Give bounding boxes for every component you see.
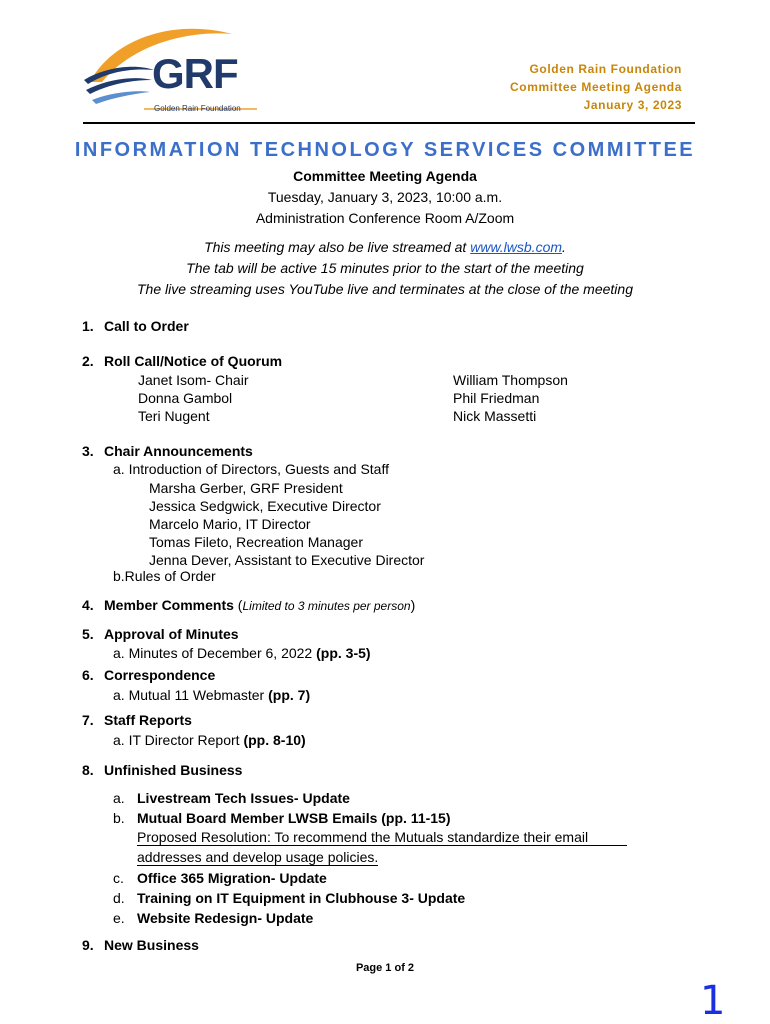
sub-letter: b. <box>113 810 125 826</box>
item-label: Approval of Minutes <box>104 626 239 642</box>
resolution-line-1 <box>137 829 627 846</box>
grf-logo <box>82 20 260 118</box>
stream-line-1 <box>0 239 770 255</box>
resolution-text: addresses and develop usage policies. <box>137 849 379 865</box>
item-label: Member Comments <box>104 597 234 613</box>
item-label: Call to Order <box>104 318 189 334</box>
staff-name: Marsha Gerber, GRF President <box>149 480 343 496</box>
item-8d <box>113 890 465 906</box>
document-header <box>510 60 682 114</box>
item-pages: (pp. 3-5) <box>316 645 371 661</box>
item-label: Staff Reports <box>104 712 192 728</box>
item-8a <box>113 790 350 806</box>
resolution-line-2 <box>137 849 378 865</box>
item-number: 3. <box>82 443 94 459</box>
item-8e <box>113 910 313 926</box>
staff-list <box>149 479 424 569</box>
agenda-item-6 <box>82 667 215 683</box>
item-label: Roll Call/Notice of Quorum <box>104 353 283 369</box>
sub-letter: c. <box>113 870 124 886</box>
item-number: 2. <box>82 353 94 369</box>
resolution-text: Proposed Resolution: To recommend the Mutuals standardize their email <box>137 829 627 846</box>
item-6a <box>113 687 310 703</box>
logo-text: GRF <box>152 50 238 97</box>
item-text: Office 365 Migration- Update <box>137 870 327 886</box>
stream-text: This meeting may also be live streamed at <box>204 239 471 255</box>
stream-link[interactable]: www.lwsb.com <box>470 239 563 255</box>
item-5a <box>113 645 371 661</box>
note-open: ( <box>233 597 243 613</box>
item-8c <box>113 870 327 886</box>
meeting-datetime: Tuesday, January 3, 2023, 10:00 a.m. <box>267 189 503 205</box>
item-label: New Business <box>104 937 199 953</box>
item-number: 4. <box>82 597 94 613</box>
agenda-item-8 <box>82 762 242 778</box>
item-number: 1. <box>82 318 94 334</box>
item-pages: (pp. 8-10) <box>243 732 306 748</box>
member-name: Donna Gambol <box>138 390 233 406</box>
member-name: Teri Nugent <box>138 408 210 424</box>
member-name: Phil Friedman <box>453 390 540 406</box>
item-text: a. Mutual 11 Webmaster <box>113 687 269 703</box>
member-name: Janet Isom- Chair <box>138 372 249 388</box>
agenda-item-9 <box>82 937 199 953</box>
header-doc: Committee Meeting Agenda <box>510 80 682 94</box>
item-3a: a. Introduction of Directors, Guests and Staff <box>113 461 389 477</box>
item-3b: b.Rules of Order <box>113 568 216 584</box>
note-close: ) <box>410 597 416 613</box>
item-pages: (pp. 7) <box>268 687 311 703</box>
item-note: Limited to 3 minutes per person <box>242 599 411 613</box>
agenda-item-1 <box>82 318 189 334</box>
item-label: Correspondence <box>104 667 216 683</box>
agenda-item-5 <box>82 626 239 642</box>
stream-line-2: The tab will be active 15 minutes prior to the start of the meeting <box>186 260 584 276</box>
staff-name: Marcelo Mario, IT Director <box>149 516 311 532</box>
header-org: Golden Rain Foundation <box>529 62 682 76</box>
item-text: Website Redesign- Update <box>137 910 314 926</box>
item-7a <box>113 732 306 748</box>
staff-name: Jenna Dever, Assistant to Executive Director <box>149 552 425 568</box>
item-number: 5. <box>82 626 94 642</box>
sub-letter: a. <box>113 790 125 806</box>
members-left <box>138 371 248 425</box>
item-number: 9. <box>82 937 94 953</box>
staff-name: Jessica Sedgwick, Executive Director <box>149 498 381 514</box>
item-text: Training on IT Equipment in Clubhouse 3- Update <box>137 890 466 906</box>
member-name: Nick Massetti <box>453 408 537 424</box>
item-number: 7. <box>82 712 94 728</box>
logo-tagline: Golden Rain Foundation <box>154 104 241 113</box>
page-title: INFORMATION TECHNOLOGY SERVICES COMMITTEE <box>74 139 696 161</box>
agenda-item-2 <box>82 353 282 369</box>
item-text: Mutual Board Member LWSB Emails (pp. 11-15) <box>137 810 451 826</box>
members-right <box>453 371 568 425</box>
stream-line-3: The live streaming uses YouTube live and terminates at the close of the meeting <box>137 281 633 297</box>
agenda-item-3 <box>82 443 253 459</box>
agenda-item-4 <box>82 597 415 613</box>
agenda-subtitle: Committee Meeting Agenda <box>293 168 477 184</box>
meeting-location: Administration Conference Room A/Zoom <box>255 210 515 226</box>
header-date: January 3, 2023 <box>583 98 682 112</box>
item-label: Unfinished Business <box>104 762 243 778</box>
sub-letter: e. <box>113 910 125 926</box>
page-number-marker: 1 <box>700 978 726 1024</box>
member-name: William Thompson <box>453 372 568 388</box>
item-number: 8. <box>82 762 94 778</box>
item-label: Chair Announcements <box>104 443 253 459</box>
item-number: 6. <box>82 667 94 683</box>
item-text: a. IT Director Report <box>113 732 244 748</box>
staff-name: Tomas Fileto, Recreation Manager <box>149 534 363 550</box>
item-8b <box>113 810 451 826</box>
agenda-item-7 <box>82 712 192 728</box>
page-footer: Page 1 of 2 <box>355 962 415 974</box>
item-text: Livestream Tech Issues- Update <box>137 790 350 806</box>
item-text: a. Minutes of December 6, 2022 <box>113 645 317 661</box>
header-divider <box>83 122 695 124</box>
sub-letter: d. <box>113 890 125 906</box>
stream-period: . <box>562 239 566 255</box>
